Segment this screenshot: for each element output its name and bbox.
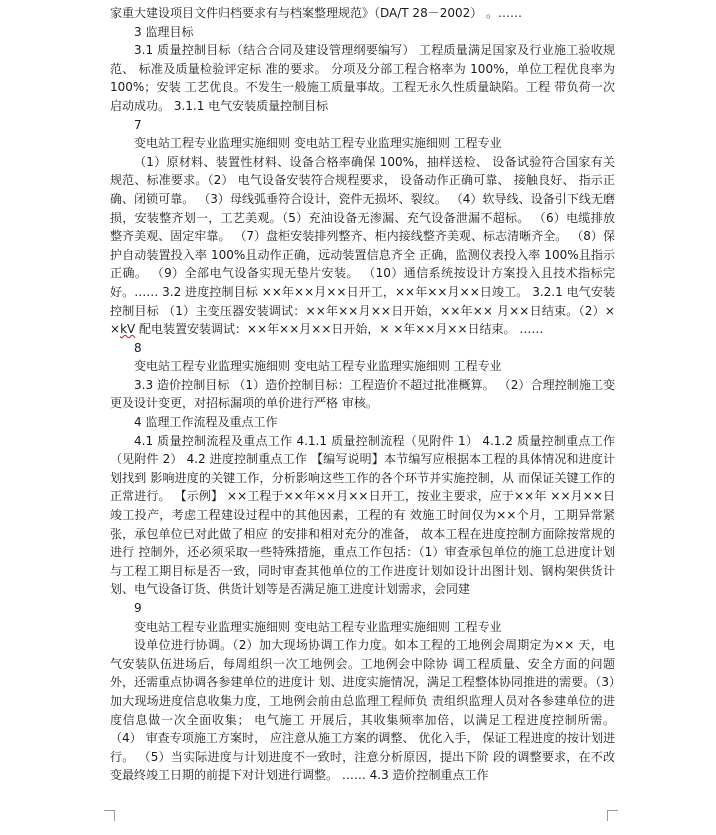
paragraph-electrical-quality-tail: 配电装置安装调试：××年××月××日开始，× ×年××月××日结束。 …… — [135, 322, 544, 337]
page-corner-mark-left — [104, 810, 115, 821]
running-header: 变电站工程专业监理实施细则 变电站工程专业监理实施细则 工程专业 — [134, 359, 502, 374]
running-header: 变电站工程专业监理实施细则 变电站工程专业监理实施细则 工程专业 — [134, 619, 502, 634]
kv-unit: kV — [120, 322, 136, 337]
paragraph-coordination: 设单位进行协调。（2）加大现场协调工作力度。如本工程的工地例会周期定为×× 天，电气安装队伍进场后，每周组织一次工地例会。工地例会中除协 调工程质量、安全方面的问题外，还需重点协调各参建单位的进度计 划、进度实施情况，满足工程整体协同推进的需要。（3）加大现场进度信息收集力度，工地例会前由总监理工程师负 责组织监理人员对各参建单位的进度信息做一次全面收集； 电气施工 开展后，其收集频率加倍，以满足工程进度控制所需。 （4） 审查专项施工方案时， 应注意从施工方案的调整、 优化入手， 保证工程进度的按计划进行。 （5）当实际进度与计划进度不一致时，注意分析原因，提出下阶 段的调整要求，在不改变最终竣工日期的前提下对计划进行调整。 …… 4.3 造价控制重点工作 — [110, 638, 615, 783]
heading-workflow: 4 监理工作流程及重点工作 — [134, 415, 278, 430]
paragraph-quality-goal: 3.1 质量控制目标（结合合同及建设管理纲要编写） 工程质量满足国家及行业施工验收规范、 标准及质量检验评定标 准的要求。 分项及分部工程合格率为 100%，单位工程优良率为 100%；安装 工艺优良。不发生一般施工质量事故。工程无永久性质量缺陷。工程 带负荷一次启动成功。 3.1.1 电气安装质量控制目标 — [110, 43, 615, 113]
page-corner-mark-right — [607, 810, 618, 821]
paragraph-cost-goal: 3.3 造价控制目标 （1）造价控制目标：工程造价不超过批准概算。 （2）合理控制施工变更及设计变更，对招标漏项的单价进行严格 审核。 — [110, 377, 615, 411]
paragraph-quality-flow: 4.1 质量控制流程及重点工作 4.1.1 质量控制流程（见附件 1） 4.1.2 质量控制重点工作（见附件 2） 4.2 进度控制重点工作 【编写说明】本节编写应根据本工程的具体情况和进度计划找到 影响进度的关键工作，分析影响这些工作的各个环节并实施控制，从 而保证关键工作的正常进行。 【示例】 ××工程于××年××月××日开工，按业主要求，应于××年 ××月××日竣工投产，考虑工程建设过程中的其他因素，工程的有 效施工时间仅为××个月，工期异常紧张，承包单位已对此做了相应 的安排和相对充分的准备， 故本工程在进度控制方面除按常规的进行 控制外，还必须采取一些特殊措施，重点工作包括：（1）审查承包单位的施工总进度计划与工程工期目标是否一致，同时审查其他单位的工作进度计划如设计出图计划、钢构架供货计 划、电气设备订货、供货计划等是否满足施工进度计划需求，会同建 — [110, 433, 615, 597]
paragraph-electrical-quality — [110, 153, 615, 339]
paragraph-electrical-quality-text: （1）原材料、装置性材料、设备合格率确保 100%，抽样送检、 设备试验符合国家有关规范、标准要求。（2） 电气设备安装符合规程要求， 设备动作正确可靠、 接触良好、 指示正确、闭锁可靠。 （3）母线弧垂符合设计，瓷件无损坏、裂纹。 （4）软导线、设备引下线无磨损，安装整齐划一，工艺美观。（5）充油设备无渗漏、充气设备泄漏不超标。 （6）电缆排放整齐美观、固定牢靠。 （7）盘柜安装排列整齐、柜内接线整齐美观、标志清晰齐全。 （8）保护自动装置投入率 100%且动作正确，远动装置信息齐全 正确，监测仪表投入率 100%且指示正确。 （9）全部电气设备实现无垫片安装。 （10）通信系统按设计方案投入且技术指标完好。…… 3.2 进度控制目标 ××年××月××日开工，××年××月××日竣工。 3.2.1 电气安装控制目标 （1）主变压器安装调试：××年××月××日开始，××年×× 月××日结束。（2）×× — [110, 154, 615, 337]
heading-supervision-goals: 3 监理目标 — [134, 24, 194, 39]
paragraph-standard-ref: 家重大建设项目文件归档要求有与档案整理规范》（DA/T 28－2002） 。…… — [110, 6, 523, 20]
document-page — [110, 4, 615, 785]
page-number: 8 — [134, 340, 142, 355]
page-number: 7 — [134, 117, 142, 132]
page-number: 9 — [134, 601, 142, 615]
running-header: 变电站工程专业监理实施细则 变电站工程专业监理实施细则 工程专业 — [134, 136, 502, 151]
